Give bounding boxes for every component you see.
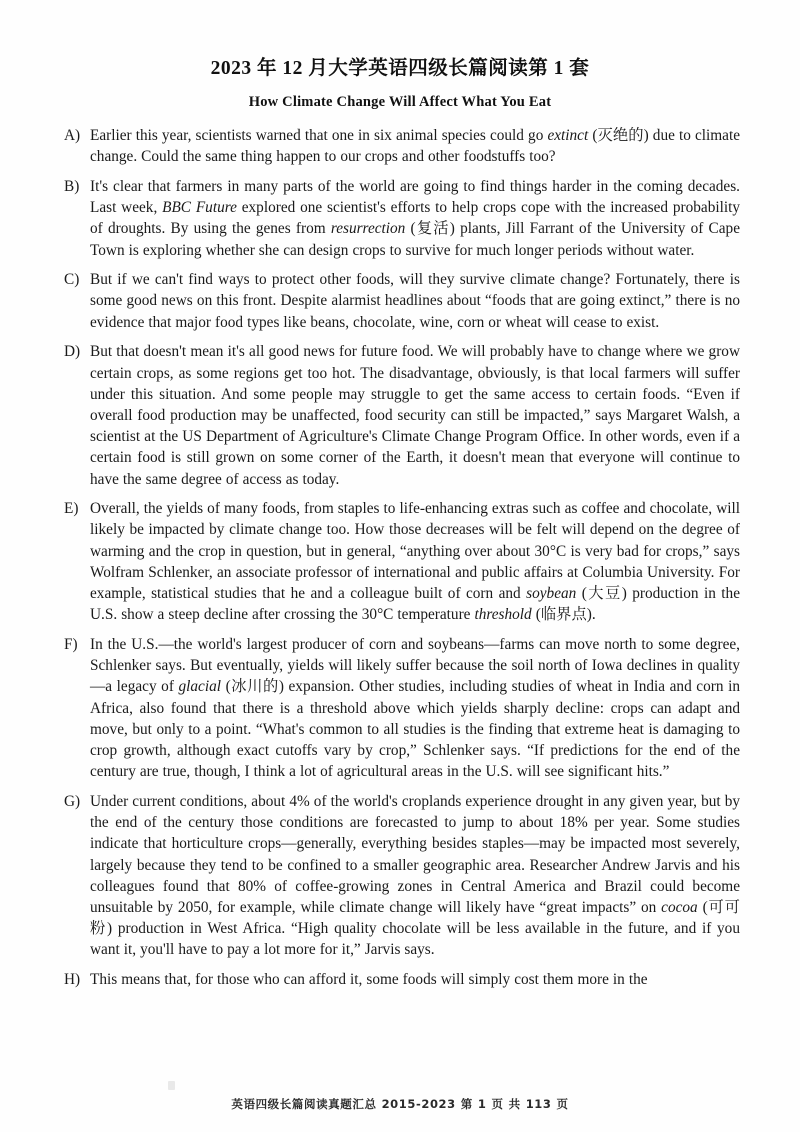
footer-total-prefix: 共: [508, 1097, 521, 1111]
paragraph-b: [60, 176, 740, 261]
paragraph-text-b: It's clear that farmers in many parts of the world are going to find things harder in the coming decades. Last week, BBC Future explored one scientist's efforts to help crops cope with the increased probability of droughts. By using the genes from resurrection (复活) plants, Jill Farrant of the University of Cape Town is exploring whether she can design crops to survive for much longer periods without water.: [90, 177, 741, 259]
footer-page-unit: 页: [491, 1097, 504, 1111]
paragraph-label-g: G): [64, 792, 81, 810]
paragraph-label-e: E): [64, 500, 79, 518]
footer-page-prefix: 第: [460, 1097, 473, 1111]
paragraph-text-f: In the U.S.—the world's largest producer of corn and soybeans—farms can move north to some degree, Schlenker says. But eventually, yields will likely suffer because the soil north of Iowa declines in quality—a legacy of glacial (冰川的) expansion. Other studies, including studies of wheat in India and corn in Africa, also found that there is a threshold above which yields sharply decline: crops can adapt and move, but only to a point. “What's common to all studies is the finding that extreme heat is damaging to crop growth, although exact cutoffs vary by crop,” Schlenker says. “If predictions for the end of the century are true, though, I think a lot of agricultural areas in the U.S. will see significant hits.”: [90, 635, 740, 781]
paragraph-e: [60, 498, 740, 625]
footer-years: 2015-2023: [381, 1097, 456, 1111]
paragraph-text-d: But that doesn't mean it's all good news for future food. We will probably have to change where we grow certain crops, as some regions get too hot. The disadvantage, obviously, is that local farmers will suffer under this situation. And some people may struggle to get the same access to certain foods. “Even if overall food production may be unaffected, food security can still be impacted,” says Margaret Walsh, a scientist at the US Department of Agriculture's Climate Change Program Office. In other words, even if a certain food is still grown on some corner of the Earth, it doesn't mean that everyone will continue to have the same degree of access as today.: [90, 343, 740, 488]
scan-artifact: [168, 1081, 175, 1090]
article-body: [60, 115, 740, 990]
paragraph-h: [60, 969, 740, 990]
footer-source: 英语四级长篇阅读真题汇总: [231, 1097, 377, 1111]
paragraph-label-b: B): [64, 177, 80, 195]
paragraph-label-a: A): [64, 127, 81, 144]
footer-total-unit: 页: [556, 1097, 569, 1111]
footer-total-pages: 113: [525, 1097, 552, 1111]
paragraph-text-c: But if we can't find ways to protect other foods, will they survive climate change? Fortunately, there is some good news on this front. Despite alarmist headlines about “foods that are going extinct,” there is no evidence that major food types like beans, chocolate, wine, corn or wheat will cease to exist.: [90, 271, 740, 331]
paragraph-label-h: H): [64, 971, 81, 989]
page-title: 2023 年 12 月大学英语四级长篇阅读第 1 套: [210, 58, 590, 79]
paragraph-label-f: F): [64, 635, 78, 653]
paragraph-text-e: Overall, the yields of many foods, from staples to life-enhancing extras such as coffee and chocolate, will likely be impacted by climate change too. How those decreases will be felt will depend on the degree of warming and the crop in question, but in general, “anything over about 30°C is very bad for crops,” says Wolfram Schlenker, an associate professor of international and public affairs at Columbia University. For example, statistical studies that he and a colleague built of corn and soybean (大豆) production in the U.S. show a steep decline after crossing the 30°C temperature threshold (临界点).: [90, 500, 740, 624]
paragraph-a: [60, 125, 740, 167]
paragraph-text-a: Earlier this year, scientists warned that one in six animal species could go extinct (灭绝的) due to climate change. Could the same thing happen to our crops and other foodstuffs too?: [90, 126, 740, 166]
paragraph-text-h: This means that, for those who can afford it, some foods will simply cost them more in the: [90, 971, 648, 989]
paragraph-d: [60, 341, 740, 489]
footer-page-number: 1: [477, 1097, 487, 1111]
paragraph-f: [60, 634, 740, 782]
paragraph-text-g: Under current conditions, about 4% of the world's croplands experience drought in any given year, but by the end of the century those conditions are forecasted to jump to about 18% per year. Some studies indicate that horticulture crops—generally, everything besides staples—may be impacted most severely, largely because they tend to be confined to a smaller geographic area. Researcher Andrew Jarvis and his colleagues found that 80% of coffee-growing zones in Central America and Brazil could become unsuitable by 2050, for example, while climate change will likely have “great impacts” on cocoa (可可粉) production in West Africa. “High quality chocolate will be less available in the future, and if you want it, you'll have to pay a lot more for it,” Jarvis says.: [90, 792, 740, 959]
paragraph-g: [60, 791, 740, 961]
paragraph-c: [60, 269, 740, 333]
page-footer: [0, 1096, 800, 1112]
paragraph-label-c: C): [64, 271, 80, 289]
paragraph-label-d: D): [64, 343, 81, 361]
article-title: How Climate Change Will Affect What You Eat: [248, 94, 552, 110]
